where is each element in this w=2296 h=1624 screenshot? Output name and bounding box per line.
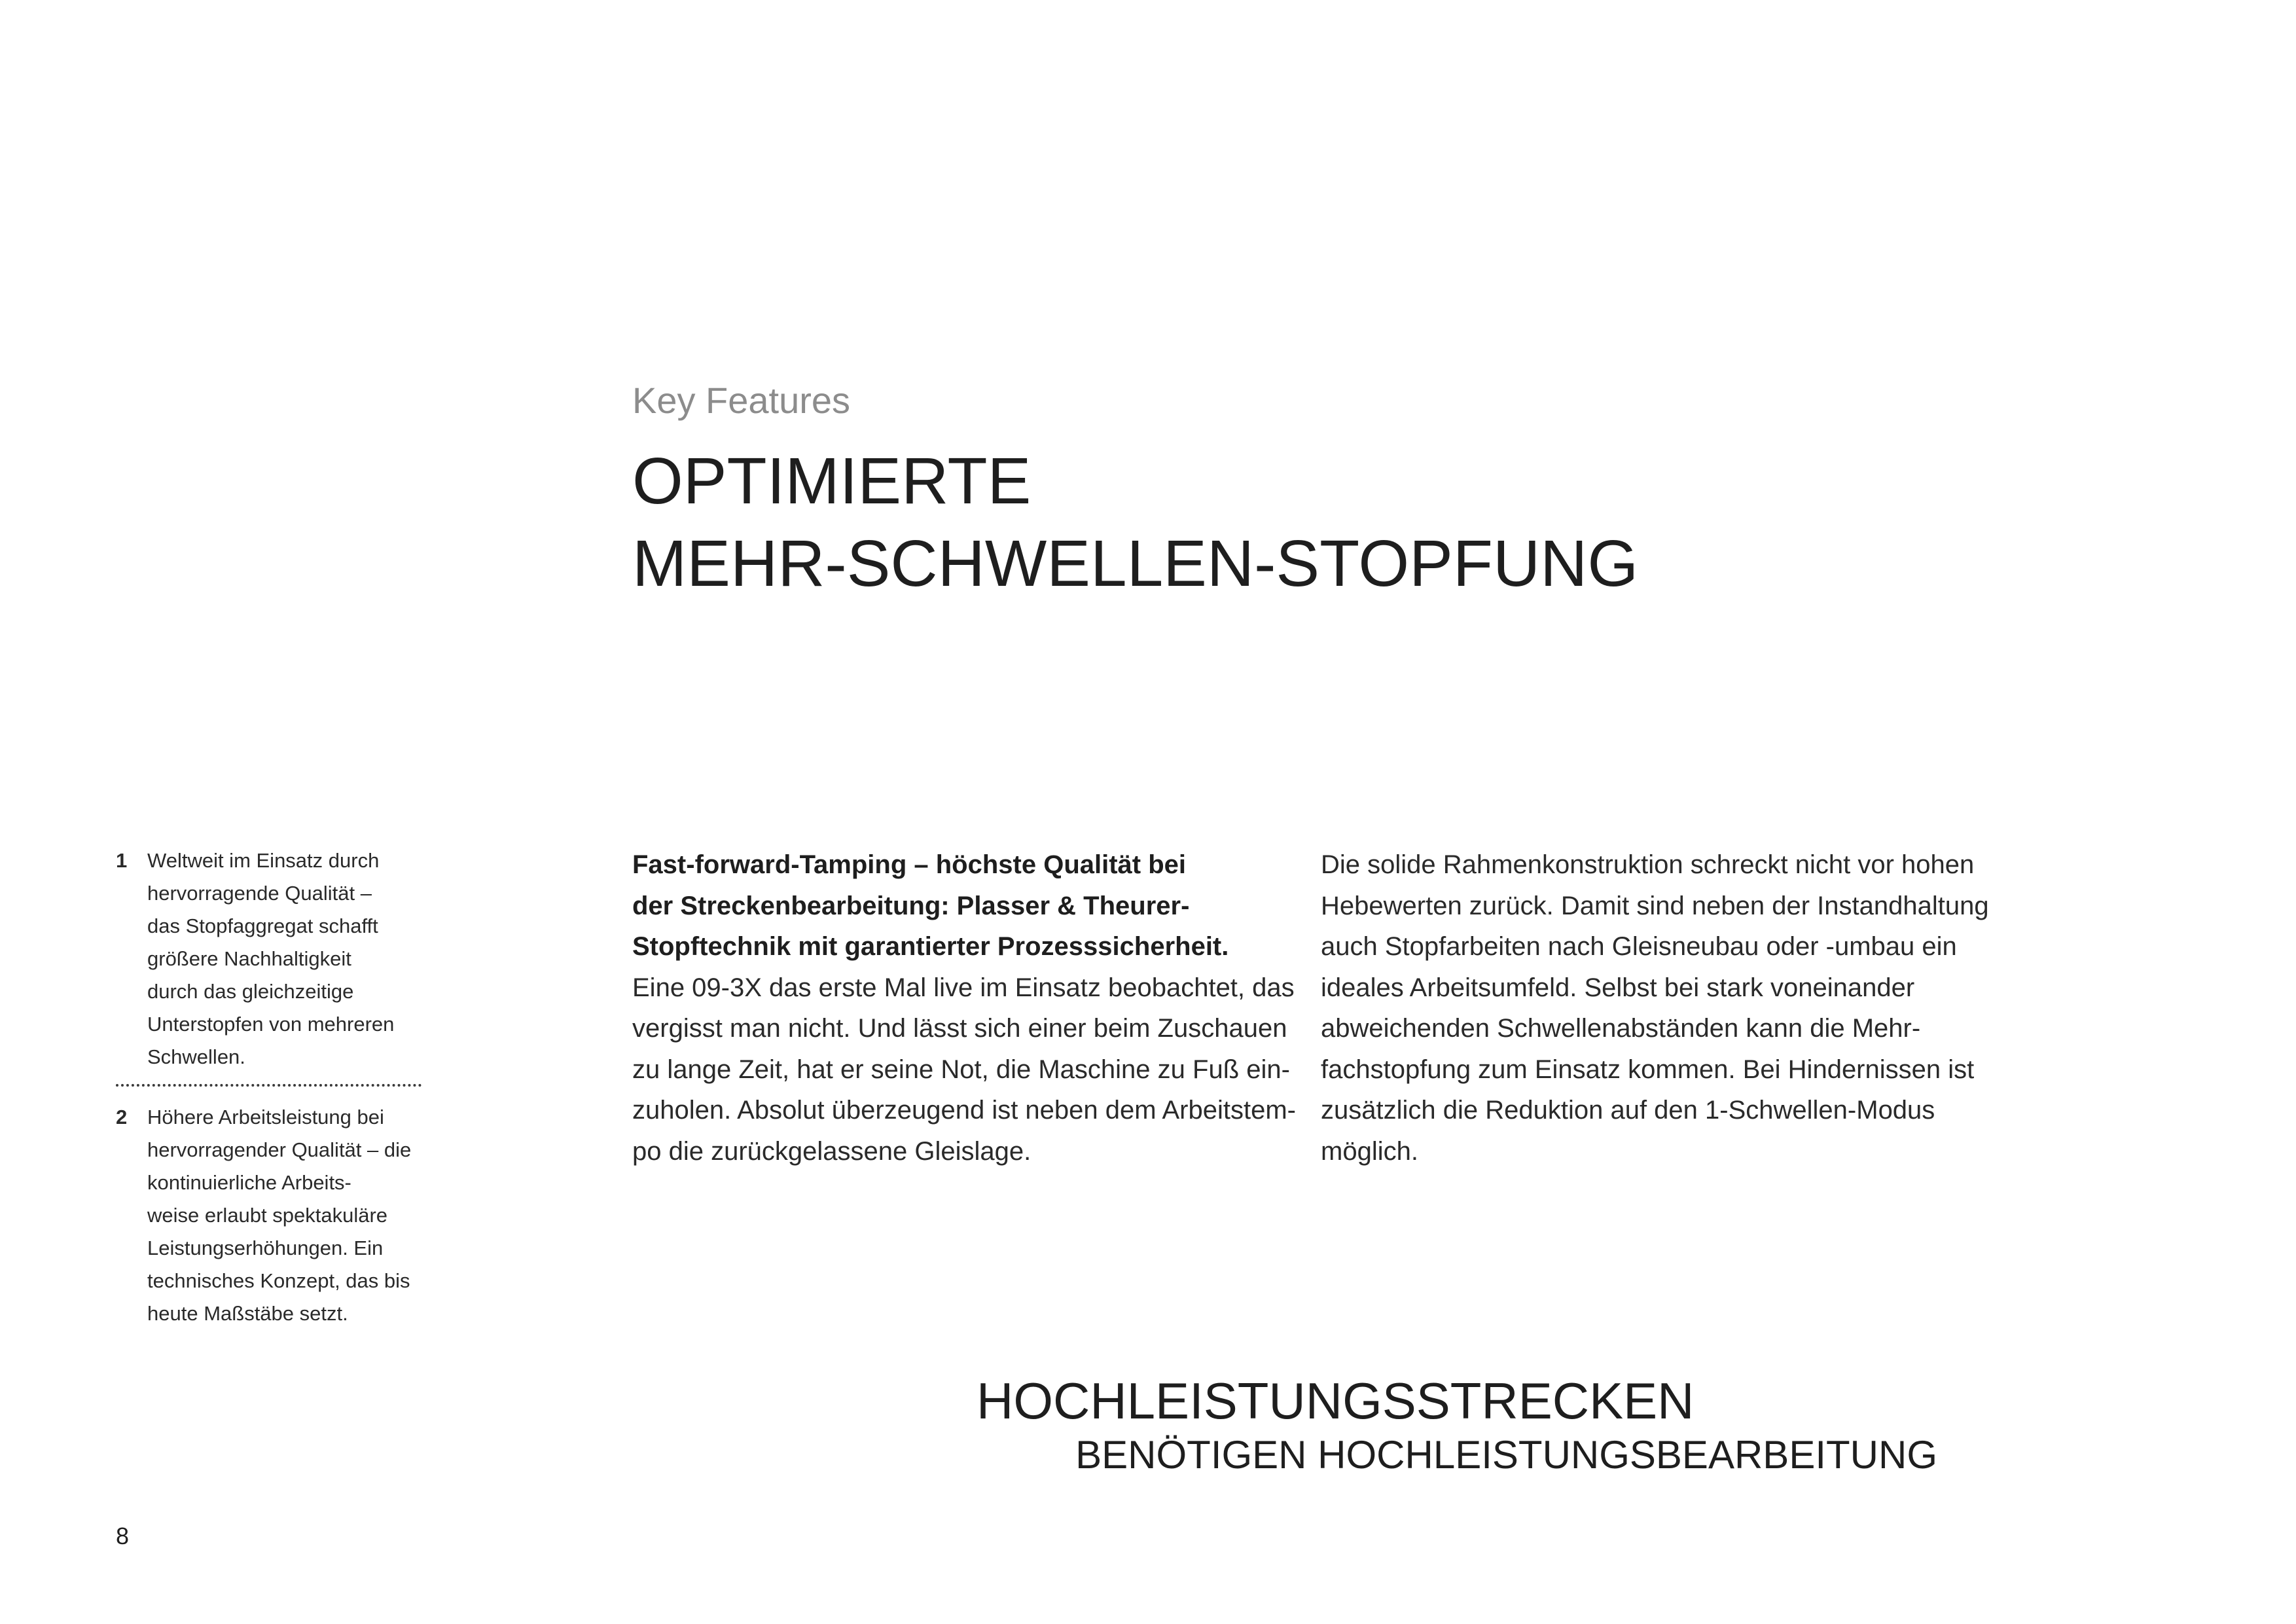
footnote-line: heute Maßstäbe setzt. — [147, 1302, 348, 1325]
tagline-secondary: BENÖTIGEN HOCHLEISTUNGSBEARBEITUNG — [1075, 1433, 1937, 1477]
footnote-line: Höhere Arbeitsleistung bei — [147, 1106, 384, 1128]
footnote-line: das Stopfaggregat schafft — [147, 914, 378, 937]
footnote-line: Weltweit im Einsatz durch — [147, 849, 380, 872]
body-line: zuholen. Absolut überzeugend ist neben dem Arbeitstem- — [632, 1096, 1296, 1125]
body-line: zu lange Zeit, hat er seine Not, die Maschine zu Fuß ein- — [632, 1055, 1290, 1084]
footnote-line: hervorragender Qualität – die — [147, 1138, 412, 1161]
lead-line: Stopftechnik mit garantierter Prozesssicherheit. — [632, 932, 1229, 961]
body-line: Eine 09-3X das erste Mal live im Einsatz beobachtet, das — [632, 973, 1295, 1002]
body-line: fachstopfung zum Einsatz kommen. Bei Hindernissen ist — [1321, 1055, 1975, 1084]
page-title-line: MEHR-SCHWELLEN-STOPFUNG — [632, 527, 1639, 600]
footnote-line: technisches Konzept, das bis — [147, 1269, 410, 1292]
footnote-line: hervorragende Qualität – — [147, 882, 372, 905]
footnote-number: 2 — [116, 1106, 128, 1128]
footnote-line: größere Nachhaltigkeit — [147, 947, 351, 970]
footnote-line: kontinuierliche Arbeits- — [147, 1171, 351, 1194]
lead-line: Fast-forward-Tamping – höchste Qualität bei — [632, 850, 1187, 879]
body-column-right — [1321, 844, 2015, 1172]
sidebar-notes — [116, 844, 423, 1330]
body-line: zusätzlich die Reduktion auf den 1-Schwellen-Modus — [1321, 1096, 1935, 1125]
body-line: po die zurückgelassene Gleislage. — [632, 1136, 1031, 1166]
footnote-1 — [116, 844, 423, 1074]
tagline-primary: HOCHLEISTUNGSSTRECKEN — [977, 1372, 1695, 1430]
footnote-2 — [116, 1101, 423, 1330]
page-title-line: OPTIMIERTE — [632, 444, 1031, 518]
footnote-line: Leistungserhöhungen. Ein — [147, 1236, 384, 1259]
dotted-divider — [116, 1084, 422, 1087]
body-line: ideales Arbeitsumfeld. Selbst bei stark voneinander — [1321, 973, 1915, 1002]
footnote-line: Unterstopfen von mehreren — [147, 1013, 395, 1036]
page-number: 8 — [116, 1523, 130, 1549]
body-line: Hebewerten zurück. Damit sind neben der Instandhaltung — [1321, 891, 1989, 920]
lead-line: der Streckenbearbeitung: Plasser & Theurer- — [632, 891, 1190, 920]
body-line: vergisst man nicht. Und lässt sich einer beim Zuschauen — [632, 1014, 1287, 1043]
footnote-line: Schwellen. — [147, 1045, 245, 1068]
footnote-line: durch das gleichzeitige — [147, 980, 354, 1003]
page-title — [632, 440, 1638, 605]
footnote-line: weise erlaubt spektakuläre — [147, 1204, 388, 1227]
body-line: Die solide Rahmenkonstruktion schreckt nicht vor hohen — [1321, 850, 1975, 879]
body-column-left — [632, 844, 1296, 1172]
body-line: auch Stopfarbeiten nach Gleisneubau oder -umbau ein — [1321, 932, 1957, 961]
footnote-number: 1 — [116, 849, 128, 872]
body-line: möglich. — [1321, 1136, 1418, 1166]
section-kicker: Key Features — [632, 380, 851, 421]
body-line: abweichenden Schwellenabständen kann die Mehr- — [1321, 1014, 1921, 1043]
